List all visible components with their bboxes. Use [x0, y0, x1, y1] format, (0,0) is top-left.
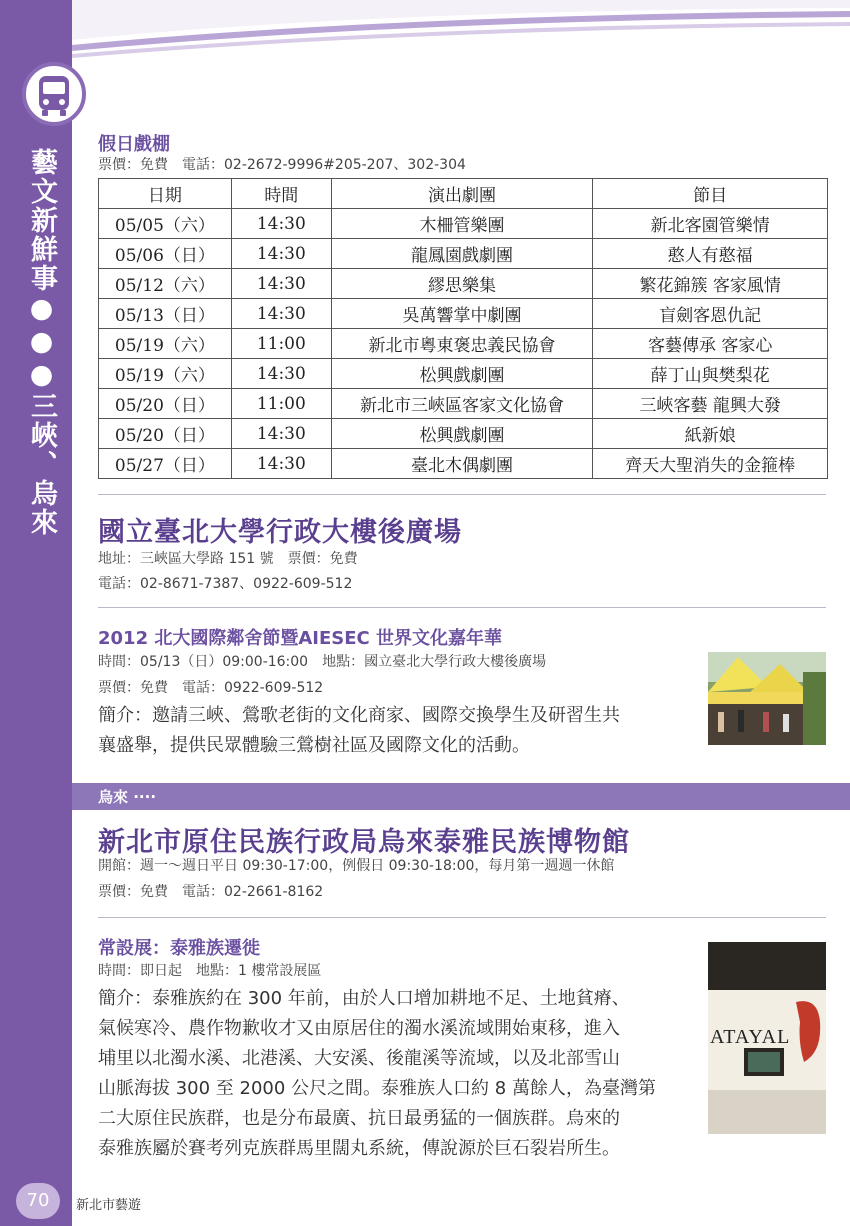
table-cell: 05/19（六） — [99, 329, 232, 359]
table-row — [99, 449, 828, 479]
table-cell: 14:30 — [231, 209, 331, 239]
venue-title: 國立臺北大學行政大樓後廣場 — [98, 517, 462, 548]
table-cell: 05/20（日） — [99, 419, 232, 449]
table-row — [99, 239, 828, 269]
table-header: 演出劇團 — [331, 179, 593, 209]
table-cell: 05/27（日） — [99, 449, 232, 479]
event-time: 時間：即日起 地點：1 樓常設展區 — [98, 963, 322, 979]
venue-phone: 電話：02-8671-7387、0922-609-512 — [98, 576, 353, 592]
table-row — [99, 359, 828, 389]
divider — [98, 607, 826, 608]
table-cell: 11:00 — [231, 329, 331, 359]
venue-address: 地址：三峽區大學路 151 號 票價：免費 — [98, 551, 358, 567]
table-cell: 05/19（六） — [99, 359, 232, 389]
festival-photo — [708, 652, 826, 745]
schedule-table — [98, 178, 828, 479]
table-cell: 松興戲劇團 — [331, 419, 593, 449]
museum-photo-text: ATAYAL — [710, 1026, 791, 1048]
table-cell: 吳萬響掌中劇團 — [331, 299, 593, 329]
table-cell: 05/13（日） — [99, 299, 232, 329]
event-title: 2012 北大國際鄰舍節暨AIESEC 世界文化嘉年華 — [98, 628, 503, 649]
table-cell: 新北市三峽區客家文化協會 — [331, 389, 593, 419]
event-intro-line: 山脈海拔 300 至 2000 公尺之間。泰雅族人口約 8 萬餘人，為臺灣第 — [98, 1078, 656, 1099]
table-row — [99, 329, 828, 359]
table-cell: 木柵管樂團 — [331, 209, 593, 239]
table-cell: 新北市粵東褒忠義民協會 — [331, 329, 593, 359]
venue-title: 新北市原住民族行政局烏來泰雅民族博物館 — [98, 827, 630, 858]
venue-ticket: 票價：免費 電話：02-2661-8162 — [98, 884, 324, 900]
table-cell: 薛丁山與樊梨花 — [593, 359, 828, 389]
divider — [98, 917, 826, 918]
section-band — [72, 783, 850, 810]
venue-hours: 開館：週一～週日平日 09:30-17:00，例假日 09:30-18:00，每月第一週週一休館 — [98, 858, 615, 874]
event-time: 時間：05/13（日）09:00-16:00 地點：國立臺北大學行政大樓後廣場 — [98, 654, 547, 670]
table-row — [99, 209, 828, 239]
event-intro-line: 埔里以北濁水溪、北港溪、大安溪、後龍溪等流域，以及北部雪山 — [98, 1048, 620, 1069]
table-cell: 14:30 — [231, 449, 331, 479]
table-row — [99, 389, 828, 419]
event-title: 常設展：泰雅族遷徙 — [98, 938, 260, 959]
table-header-row — [99, 179, 828, 209]
table-header: 日期 — [99, 179, 232, 209]
table-cell: 14:30 — [231, 239, 331, 269]
table-cell: 新北客園管樂情 — [593, 209, 828, 239]
table-header: 節目 — [593, 179, 828, 209]
table-cell: 客藝傳承 客家心 — [593, 329, 828, 359]
table-cell: 繁花錦簇 客家風情 — [593, 269, 828, 299]
footer-title: 新北市藝遊 — [76, 1198, 142, 1213]
table-cell: 龍鳳園戲劇團 — [331, 239, 593, 269]
page-number: 70 — [16, 1183, 60, 1219]
event-intro-line: 襄盛舉，提供民眾體驗三鶯樹社區及國際文化的活動。 — [98, 735, 530, 756]
table-cell: 三峽客藝 龍興大發 — [593, 389, 828, 419]
table-cell: 盲劍客恩仇記 — [593, 299, 828, 329]
table-header: 時間 — [231, 179, 331, 209]
table-cell: 臺北木偶劇團 — [331, 449, 593, 479]
event-intro-line: 簡介：邀請三峽、鶯歌老街的文化商家、國際交換學生及研習生共 — [98, 705, 620, 726]
event-intro-line: 氣候寒冷、農作物歉收才又由原居住的濁水溪流域開始東移，進入 — [98, 1018, 620, 1039]
table-cell: 紙新娘 — [593, 419, 828, 449]
table-cell: 齊天大聖消失的金箍棒 — [593, 449, 828, 479]
event-intro-line: 二大原住民族群，也是分布最廣、抗日最勇猛的一個族群。烏來的 — [98, 1108, 620, 1129]
table-cell: 繆思樂集 — [331, 269, 593, 299]
table-cell: 14:30 — [231, 269, 331, 299]
event-intro-line: 泰雅族屬於賽考列克族群馬里闊丸系統，傳說源於巨石裂岩所生。 — [98, 1138, 620, 1159]
table-cell: 05/20（日） — [99, 389, 232, 419]
table-cell: 14:30 — [231, 299, 331, 329]
event-ticket: 票價：免費 電話：0922-609-512 — [98, 680, 324, 696]
table-cell: 憨人有憨福 — [593, 239, 828, 269]
divider — [98, 494, 826, 495]
table-cell: 松興戲劇團 — [331, 359, 593, 389]
table-cell: 14:30 — [231, 419, 331, 449]
header-swoosh — [72, 0, 850, 60]
bus-icon — [22, 62, 86, 126]
sidebar-title: 藝文新鮮事●●●三峽、烏來 — [26, 148, 57, 537]
museum-photo — [708, 942, 826, 1134]
table-cell: 11:00 — [231, 389, 331, 419]
table-cell: 14:30 — [231, 359, 331, 389]
table-row — [99, 269, 828, 299]
section-meta: 票價：免費 電話：02-2672-9996#205-207、302-304 — [98, 157, 466, 173]
table-row — [99, 299, 828, 329]
table-row — [99, 419, 828, 449]
event-intro-line: 簡介：泰雅族約在 300 年前，由於人口增加耕地不足、土地貧瘠、 — [98, 988, 630, 1009]
section-heading: 假日戲棚 — [98, 134, 170, 155]
table-cell: 05/12（六） — [99, 269, 232, 299]
table-cell: 05/06（日） — [99, 239, 232, 269]
table-cell: 05/05（六） — [99, 209, 232, 239]
section-band-label: 烏來 ···· — [98, 788, 157, 806]
